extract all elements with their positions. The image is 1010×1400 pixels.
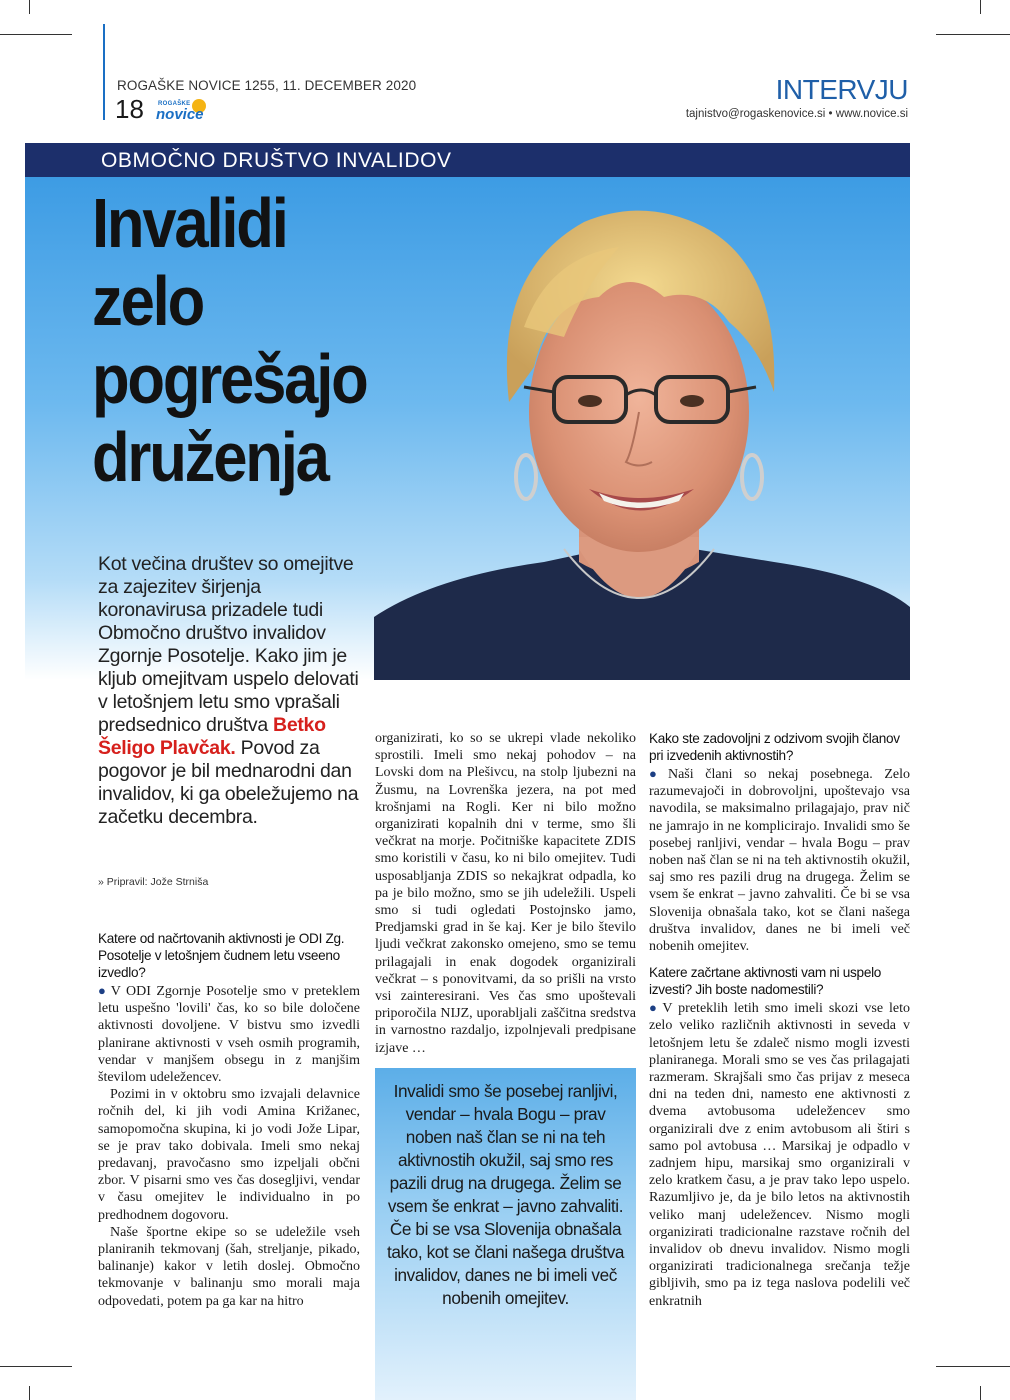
headline (92, 184, 367, 496)
body-paragraph: Naše športne ekipe so se udeležile vseh planiranih tekmovanj (šah, streljanje, pikado, balinanje) kakor v letih doslej. Območno tekmovanje v balinanju smo morali maja odpovedati, potem pa ga kar na hitro (98, 1224, 360, 1309)
bullet-icon: ● (98, 983, 108, 998)
question-heading: Kako ste zadovoljni z odzivom svojih članov pri izvedenih aktivnostih? (649, 731, 900, 763)
crop-mark (980, 1386, 981, 1400)
pull-quote-box (375, 1068, 636, 1400)
question-heading: Katere od načrtovanih aktivnosti je ODI Zg. Posotelje v letošnjem čudnem letu vseeno izvedlo? (98, 931, 345, 980)
author-credit (98, 876, 208, 888)
body-paragraph: organizirati, ko so se ukrepi vlade nekoliko sprostili. Imeli smo nekaj pohodov – na Lovski dom na Plešivcu, na stolp ljubezni na Žusmu, na Lovrenška jezera, na pot med krošnjami na Rogli. Ker ni bilo možno organizirati kopalnih dni v terme, smo šli večkrat na morje. Počitniške kapacitete ZDIS smo koristili v času, ko ni bilo omejitev. Tudi usposabljanja ZDIS so nekajkrat odpadla, ko pa je bilo možno, smo se jih udeležili. Uspeli smo si tudi ogledati Postojnsko jamo, Predjamski grad in še kaj. Ker je bilo število ljudi večkrat zakonsko omejeno, smo se temu prilagajali in enak dogodek organizirali večkrat – s ponovitvami, da so prišli na vrsto vsi zainteresirani. Ves čas smo upoštevali priporočila NIJZ, uporabljali zaščitna sredstva in varnostno razdaljo, izpolnjevali predpisane izjave … (375, 731, 636, 1056)
logo-small-text: ROGAŠKE (158, 101, 191, 107)
body-paragraph: Pozimi in v oktobru smo izvajali delavnice ročnih del, ki jih vodi Amina Križanec, samopomočna skupina, ki jo vodi Jože Lipar, se je prav tako dobivala. Imeli smo nekaj predavanj, pravočasno smo izpeljali občni zbor. V pisarni smo ves čas dosegljivi, vendar v času omejitev le individualno in po predhodnem dogovoru. (98, 1087, 360, 1223)
question-heading: Katere začrtane aktivnosti vam ni uspelo izvesti? Jih boste nadomestili? (649, 965, 882, 998)
headline-line: zelo (92, 262, 204, 340)
pull-quote-text: Invalidi smo še posebej ranljivi, vendar – hvala Bogu – prav noben naš član se ni na teh aktivnostih okužil, saj smo res pazili drug na drugega. Želim se vsem še enkrat – javno zahvaliti. Če bi se vsa Slovenija obnašala tako, kot se člani našega društva invalidov, danes ne bi imeli več nobenih omejitev. (386, 1081, 625, 1308)
section-title: INTERVJU (775, 74, 908, 105)
answer-text: Naši člani so nekaj posebnega. Zelo razumevajoči in dobrovoljni, upoštevajo vsa navodila, se maksimalno prilagajajo, prav nič ne jamrajo in ne komplicirajo. Invalidi smo še posebej ranljivi, vendar – hvala Bogu – prav noben naš član se ni na teh aktivnostih okužil, saj smo res pazili drug na drugega. Želim se vsem še enkrat – javno zahvaliti. Če bi se vsa Slovenija obnašala tako, kot se člani našega društva invalidov, danes ne bi imeli več nobenih omejitev. (649, 767, 910, 955)
novice-logo (154, 101, 216, 125)
article-column-3 (649, 730, 910, 1310)
article-column-2 (375, 730, 636, 1057)
author-name: Jože Strniša (147, 876, 209, 888)
answer-text: V preteklih letih smo imeli skozi vse leto zelo veliko različnih aktivnosti in seveda v letošnjem letu še zdaleč nismo mogli izvesti planiranega. Morali smo se ves čas prilagajati razmeram. Skrajšali smo čas prijav z meseca dni na teden dni, namesto ene aktivnosti z dvema avtobusoma udeležencev smo organizirali dve z enim avtobusom ali štiri s samo pol avtobusa … Marsikaj je odpadlo v zadnjem hipu, marsikaj smo organizirali v zelo kratkem času, a je prav tako lepo uspelo. Razumljivo je, da je bilo letos na aktivnostih veliko manj udeležencev. Nismo mogli organizirati tradicionalne razstave ročnih del invalidov ob dnevu invalidov. Nismo mogli organizirati tradicionalnega srečanja težje gibljivih, smo pa iz tega naslova podelili več enkratnih (649, 1001, 910, 1309)
headline-line: pogrešajo (92, 340, 367, 418)
lead-text: Kot večina društev so omejitve za zajezitev širjenja koronavirusa prizadele tudi Območno društvo invalidov Zgornje Posotelje. Kako jim je kljub omejitvam uspelo delovati v letošnjem letu smo vprašali predsednico društva (98, 553, 359, 736)
kicker-bar (25, 143, 910, 177)
crop-mark (936, 34, 1010, 35)
portrait-photo (374, 177, 910, 680)
kicker-text: OBMOČNO DRUŠTVO INVALIDOV (101, 149, 452, 172)
crop-mark (29, 0, 30, 14)
answer-paragraph (649, 999, 910, 1310)
crop-mark (29, 1386, 30, 1400)
crop-mark (0, 34, 72, 35)
publication-line: ROGAŠKE NOVICE 1255, 11. DECEMBER 2020 (117, 78, 417, 93)
header-rule (103, 24, 105, 120)
crop-mark (0, 1366, 72, 1367)
page-number: 18 (115, 94, 144, 124)
crop-mark (980, 0, 981, 14)
logo-main-text: novice (156, 106, 204, 123)
interviewee-name: Betko Šeligo Plavčak. (98, 714, 326, 759)
answer-paragraph (649, 765, 910, 955)
headline-line: druženja (92, 418, 328, 496)
bullet-icon: ● (649, 1000, 660, 1016)
headline-line: Invalidi (92, 184, 287, 262)
answer-text: V ODI Zgornje Posotelje smo v preteklem letu uspešno 'lovili' čas, ko so bile določene aktivnosti dovoljene. V bistvu smo izvedli planirane aktivnosti v vseh osmih programih, vendar v manjšem obsegu in z manjšim številom udeležencev. (98, 984, 360, 1086)
article-column-1 (98, 930, 360, 1310)
answer-paragraph (98, 982, 360, 1086)
author-label: » Pripravil: (98, 876, 148, 888)
bullet-icon: ● (649, 766, 665, 781)
crop-mark (936, 1366, 1010, 1367)
contact-line: tajnistvo@rogaskenovice.si • www.novice.si (685, 108, 908, 120)
lead-paragraph (98, 553, 360, 829)
lead-text-end: Povod za pogovor je bil mednarodni dan invalidov, ki ga obeležujemo na začetku decembra. (98, 737, 359, 828)
